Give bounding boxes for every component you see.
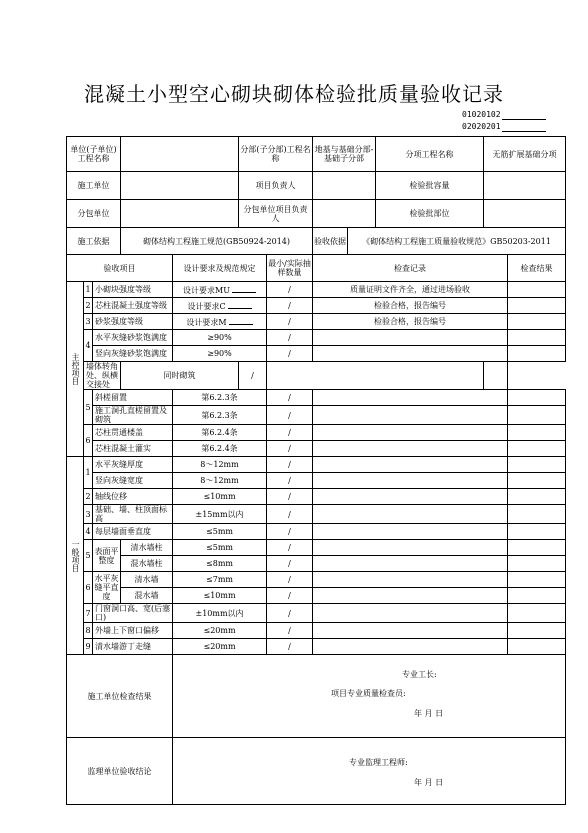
item-number: 2 [84, 298, 93, 314]
subcontractor-label: 分包单位 [67, 200, 121, 228]
table-row [67, 406, 566, 425]
table-row [67, 639, 566, 655]
item-name: 清水墙柱 [121, 540, 173, 556]
item-name: 竖向灰缝宽度 [93, 473, 173, 489]
item-design: ≥90% [173, 330, 267, 346]
item-number: 6 [84, 572, 93, 604]
item-sample: / [267, 406, 313, 425]
item-result[interactable] [508, 298, 566, 314]
item-sample: / [267, 298, 313, 314]
item-design: ≥90% [173, 346, 267, 362]
item-name: 轴线位移 [93, 489, 173, 505]
item-record[interactable] [313, 588, 508, 604]
item-sample: / [239, 362, 267, 390]
item-number: 2 [84, 489, 93, 505]
item-result[interactable] [508, 425, 566, 441]
item-result[interactable] [508, 346, 566, 362]
item-sample: / [267, 473, 313, 489]
item-design: 8～12mm [173, 457, 267, 473]
lot-location-value[interactable] [484, 200, 566, 228]
item-result[interactable] [508, 457, 566, 473]
item-number: 5 [84, 540, 93, 572]
subdiv-value[interactable]: 地基与基础分部-基础子分部 [313, 137, 376, 172]
item-design: 第6.2.3条 [173, 406, 267, 425]
item-number: 1 [84, 457, 93, 489]
unit-value[interactable] [121, 137, 239, 172]
supervisor-result-label: 监理单位验收结论 [67, 738, 173, 805]
subitem-label: 分项工程名称 [376, 137, 484, 172]
inspector-label: 项目专业质量检查员: [331, 689, 406, 698]
date-label: 年 月 日 [414, 709, 444, 718]
item-design: 第6.2.3条 [173, 390, 267, 406]
item-number: 4 [84, 330, 93, 362]
item-record[interactable] [313, 330, 508, 346]
item-sample: / [267, 346, 313, 362]
lot-location-label: 检验批部位 [376, 200, 484, 228]
table-row [67, 524, 566, 540]
pm-label: 项目负责人 [239, 172, 313, 200]
item-name: 每层墙面垂直度 [93, 524, 173, 540]
item-design: 设计要求M [173, 314, 267, 330]
item-name: 芯柱混凝土灌实 [93, 441, 173, 457]
item-name: 水平灰缝厚度 [93, 457, 173, 473]
item-record[interactable] [313, 473, 508, 489]
item-name: 清水墙游丁走缝 [93, 639, 173, 655]
table-row [67, 330, 566, 346]
item-design: 同时砌筑 [121, 362, 239, 390]
item-number: 5 [84, 390, 93, 425]
table-row [67, 457, 566, 473]
item-name: 墙体转角处、纵横交接处 [84, 362, 121, 390]
item-design: ≤8mm [173, 556, 267, 572]
col-record: 检查记录 [313, 255, 508, 282]
page-title: 混凝土小型空心砌块砌体检验批质量验收记录 [84, 82, 504, 106]
acceptance-value: 《砌体结构工程施工质量验收规范》GB50203-2011 [348, 228, 566, 255]
item-record[interactable] [313, 604, 508, 623]
item-record[interactable] [313, 406, 508, 425]
subcontractor-value[interactable] [121, 200, 239, 228]
item-result[interactable] [508, 314, 566, 330]
item-design: 设计要求C [173, 298, 267, 314]
contractor-label: 施工单位 [67, 172, 121, 200]
item-name: 竖向灰缝砂浆饱满度 [93, 346, 173, 362]
item-name: 芯柱贯通楼盖 [93, 425, 173, 441]
item-record[interactable] [313, 390, 508, 406]
item-design: ≤5mm [173, 540, 267, 556]
item-result[interactable] [508, 588, 566, 604]
item-sample: / [267, 623, 313, 639]
pm-value[interactable] [313, 172, 376, 200]
item-name: 砂浆强度等级 [93, 314, 173, 330]
lot-size-value[interactable] [484, 172, 566, 200]
blank-underline[interactable] [228, 301, 252, 309]
item-design: ±15mm以内 [173, 505, 267, 524]
item-name: 基础、墙、柱顶面标高 [93, 505, 173, 524]
item-number: 8 [84, 623, 93, 639]
sub-pm-value[interactable] [313, 200, 376, 228]
item-result[interactable] [508, 639, 566, 655]
item-result[interactable] [508, 473, 566, 489]
unit-label: 单位(子单位)工程名称 [67, 137, 121, 172]
table-row [67, 390, 566, 406]
item-design: ≤10mm [173, 588, 267, 604]
item-name: 施工洞孔直槎留置及砌筑 [93, 406, 173, 425]
col-result: 检查结果 [508, 255, 566, 282]
item-sample: / [267, 489, 313, 505]
item-name: 水平灰缝砂浆饱满度 [93, 330, 173, 346]
item-result[interactable] [508, 572, 566, 588]
item-number: 3 [84, 314, 93, 330]
col-design: 设计要求及规范规定 [173, 255, 267, 282]
table-row [67, 588, 566, 604]
table-row [67, 505, 566, 524]
lot-size-label: 检验批容量 [376, 172, 484, 200]
item-result[interactable] [508, 489, 566, 505]
item-record[interactable] [313, 457, 508, 473]
item-name: 斜槎留置 [93, 390, 173, 406]
item-name: 小砌块强度等级 [93, 282, 173, 298]
item-result[interactable] [508, 524, 566, 540]
basis-value: 砌体结构工程施工规范(GB50924-2014) [121, 228, 313, 255]
foreman-label: 专业工长: [402, 670, 437, 679]
blank-underline[interactable] [232, 285, 256, 293]
table-row [67, 314, 566, 330]
engineer-label: 专业监理工程师: [349, 758, 408, 767]
item-result[interactable] [508, 540, 566, 556]
item-sample: / [267, 639, 313, 655]
basis-label: 施工依据 [67, 228, 121, 255]
item-sample: / [267, 314, 313, 330]
item-result[interactable] [508, 556, 566, 572]
sub-pm-label: 分包单位项目负责人 [239, 200, 313, 228]
acceptance-label: 验收依据 [313, 228, 348, 255]
table-row [67, 441, 566, 457]
general-group-label: 一般项目 [67, 457, 84, 655]
item-result[interactable] [508, 390, 566, 406]
item-design: 第6.2.4条 [173, 441, 267, 457]
item-name: 混水墙 [121, 588, 173, 604]
subitem-value[interactable]: 无筋扩展基础分项 [484, 137, 566, 172]
item-record[interactable] [313, 572, 508, 588]
col-item: 验收项目 [67, 255, 173, 282]
item-number: 6 [84, 425, 93, 457]
item-record[interactable] [313, 346, 508, 362]
item-result[interactable] [508, 330, 566, 346]
table-row [67, 282, 566, 298]
item-sample: / [267, 588, 313, 604]
item-sample: / [267, 556, 313, 572]
subdiv-label: 分部(子分部)工程名称 [239, 137, 313, 172]
item-design: ≤10mm [173, 489, 267, 505]
item-record[interactable] [267, 362, 484, 390]
item-result[interactable] [508, 604, 566, 623]
item-sample: / [267, 572, 313, 588]
table-row [67, 425, 566, 441]
item-name: 芯柱混凝土强度等级 [93, 298, 173, 314]
inspection-table [66, 136, 566, 805]
item-record[interactable]: 检验合格，报告编号 [313, 298, 508, 314]
item-sample: / [267, 425, 313, 441]
table-row [67, 556, 566, 572]
table-row [67, 572, 566, 588]
item-sample: / [267, 282, 313, 298]
supervisor-result-area [173, 738, 566, 805]
table-row [67, 346, 566, 362]
item-name: 门窗洞口高、宽(后塞口) [93, 604, 173, 623]
col-sample: 最小/实际抽样数量 [267, 255, 313, 282]
item-record[interactable] [313, 556, 508, 572]
item-record[interactable] [313, 639, 508, 655]
item-record[interactable] [313, 524, 508, 540]
form-code-2: 02020201 [462, 122, 501, 131]
item-design: ≤20mm [173, 639, 267, 655]
date-label-2: 年 月 日 [414, 778, 444, 787]
item-sample: / [267, 330, 313, 346]
item-result[interactable] [508, 282, 566, 298]
item-record[interactable] [313, 540, 508, 556]
item-design: ≤20mm [173, 623, 267, 639]
item-record[interactable]: 检验合格，报告编号 [313, 314, 508, 330]
item-design: ±10mm以内 [173, 604, 267, 623]
item-sample: / [267, 441, 313, 457]
item-name: 外墙上下窗口偏移 [93, 623, 173, 639]
contractor-value[interactable] [121, 172, 239, 200]
item-result[interactable] [508, 505, 566, 524]
table-row [67, 604, 566, 623]
item-design: 第6.2.4条 [173, 425, 267, 441]
item-sample: / [267, 390, 313, 406]
item-record[interactable]: 质量证明文件齐全，通过进场验收 [313, 282, 508, 298]
item-design: ≤7mm [173, 572, 267, 588]
item-subgroup: 水平灰缝平直度 [93, 572, 121, 604]
item-record[interactable] [313, 441, 508, 457]
item-number: 7 [84, 604, 93, 623]
blank-underline[interactable] [229, 317, 253, 325]
table-row [67, 473, 566, 489]
item-name: 清水墙 [121, 572, 173, 588]
table-row [67, 540, 566, 556]
item-result[interactable] [508, 623, 566, 639]
item-design: 设计要求MU [173, 282, 267, 298]
item-design: 8～12mm [173, 473, 267, 489]
item-result[interactable] [484, 362, 508, 390]
item-result[interactable] [508, 441, 566, 457]
item-record[interactable] [313, 425, 508, 441]
item-record[interactable] [313, 489, 508, 505]
item-number: 4 [84, 524, 93, 540]
item-sample: / [267, 457, 313, 473]
table-row [67, 623, 566, 639]
contractor-result-label: 施工单位检查结果 [67, 655, 173, 738]
item-number: 9 [84, 639, 93, 655]
table-row [67, 298, 566, 314]
item-sample: / [267, 524, 313, 540]
form-code-1: 01020102 [462, 110, 501, 119]
item-record[interactable] [313, 505, 508, 524]
table-row [67, 489, 566, 505]
item-number: 1 [84, 282, 93, 298]
item-name: 混水墙柱 [121, 556, 173, 572]
item-result[interactable] [508, 406, 566, 425]
main-group-label: 主控项目 [67, 282, 84, 457]
item-sample: / [267, 604, 313, 623]
table-row [67, 362, 566, 390]
item-record[interactable] [313, 623, 508, 639]
contractor-result-area [173, 655, 566, 738]
item-design: ≤5mm [173, 524, 267, 540]
item-number: 3 [84, 505, 93, 524]
item-sample: / [267, 505, 313, 524]
item-sample: / [267, 540, 313, 556]
item-subgroup: 表面平整度 [93, 540, 121, 572]
